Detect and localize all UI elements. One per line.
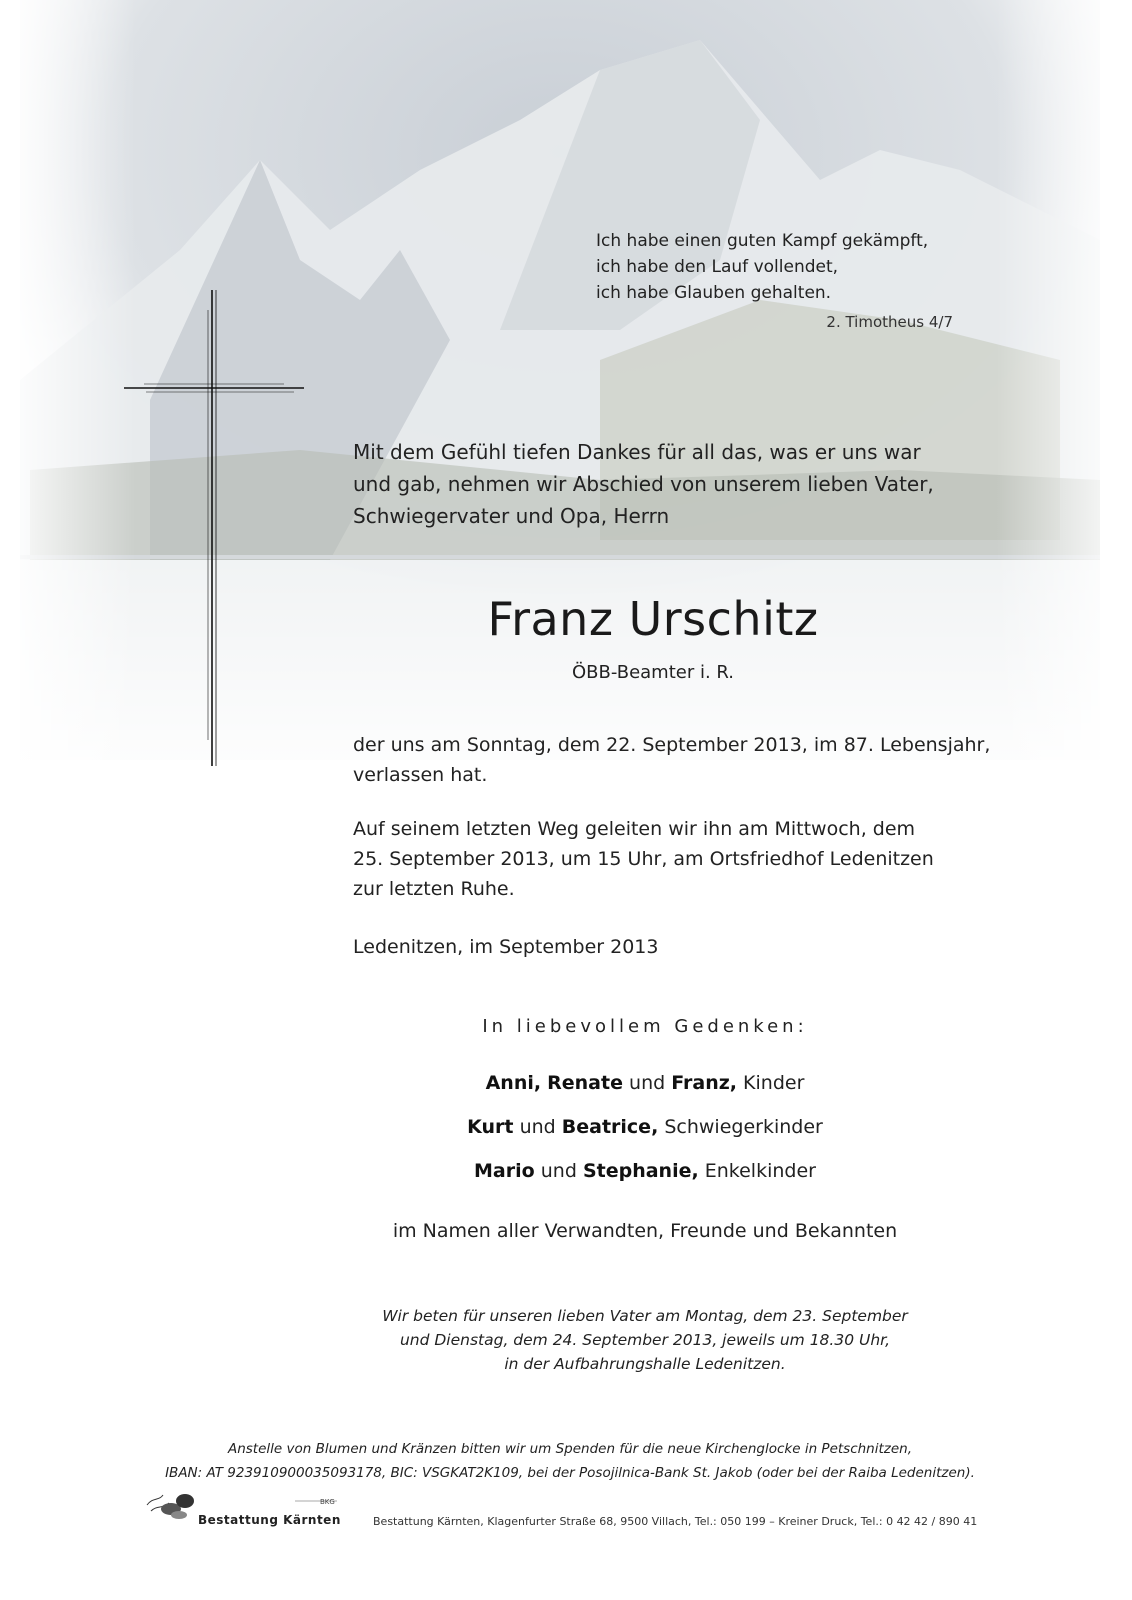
donation-line: Anstelle von Blumen und Kränzen bitten wir um Spenden für die neue Kirchenglocke in Petschnitzen, — [227, 1441, 913, 1457]
family-name: Stephanie, — [582, 1160, 699, 1182]
prayer-info — [300, 1304, 990, 1376]
logo-abbreviation: BKG — [320, 1498, 335, 1506]
death-line: verlassen hat. — [353, 764, 488, 786]
funeral-line: Auf seinem letzten Weg geleiten wir ihn am Mittwoch, dem — [353, 818, 916, 840]
conjunction: und — [540, 1160, 577, 1182]
conjunction: und — [629, 1072, 666, 1094]
verse-line: Ich habe einen guten Kampf gekämpft, — [596, 231, 929, 251]
family-name: Beatrice, — [561, 1116, 659, 1138]
prayer-line: Wir beten für unseren lieben Vater am Montag, dem 23. September — [382, 1307, 908, 1325]
family-role: Kinder — [743, 1072, 805, 1094]
deceased-name: Franz Urschitz — [487, 592, 819, 646]
prayer-line: in der Aufbahrungshalle Ledenitzen. — [504, 1355, 786, 1373]
prayer-line: und Dienstag, dem 24. September 2013, jeweils um 18.30 Uhr, — [399, 1331, 891, 1349]
conjunction: und — [519, 1116, 556, 1138]
cross-icon — [124, 290, 314, 780]
intro-line: Mit dem Gefühl tiefen Dankes für all das, was er uns war — [353, 440, 921, 464]
family-role: Enkelkinder — [704, 1160, 816, 1182]
death-line: der uns am Sonntag, dem 22. September 2013, im 87. Lebensjahr, — [353, 734, 991, 756]
family-name: Franz, — [671, 1072, 737, 1094]
death-notice — [353, 730, 991, 790]
family-name: Anni, — [485, 1072, 542, 1094]
family-name: Kurt — [467, 1116, 514, 1138]
family-row-in-laws — [300, 1116, 990, 1138]
donation-line: IBAN: AT 923910900035093178, BIC: VSGKAT2K109, bei der Posojilnica-Bank St. Jakob (oder bei der Raiba Ledenitzen). — [165, 1465, 975, 1481]
funeral-info — [353, 814, 973, 904]
family-row-grandchildren — [300, 1160, 990, 1182]
bible-verse — [596, 228, 996, 306]
deceased-occupation: ÖBB-Beamter i. R. — [572, 662, 734, 683]
donation-info — [140, 1437, 1000, 1485]
intro-line: und gab, nehmen wir Abschied von unserem lieben Vater, — [353, 472, 934, 496]
family-role: Schwiegerkinder — [664, 1116, 823, 1138]
footer-contact: Bestattung Kärnten, Klagenfurter Straße 68, 9500 Villach, Tel.: 050 199 – Kreiner Druck, Tel.: 0 42 42 / 890 41 — [373, 1515, 978, 1528]
family-name: Renate — [547, 1072, 623, 1094]
family-name: Mario — [474, 1160, 535, 1182]
funeral-line: zur letzten Ruhe. — [353, 878, 515, 900]
family-row-children — [300, 1072, 990, 1094]
verse-reference: 2. Timotheus 4/7 — [826, 313, 953, 331]
intro-line: Schwiegervater und Opa, Herrn — [353, 504, 670, 528]
intro-text — [353, 436, 973, 532]
verse-line: ich habe den Lauf vollendet, — [596, 257, 839, 277]
relatives-line: im Namen aller Verwandten, Freunde und Bekannten — [392, 1220, 898, 1242]
place-date: Ledenitzen, im September 2013 — [353, 936, 659, 958]
logo-name: Bestattung Kärnten — [198, 1513, 341, 1527]
funeral-line: 25. September 2013, um 15 Uhr, am Ortsfriedhof Ledenitzen — [353, 848, 934, 870]
memory-heading: In liebevollem Gedenken: — [482, 1016, 808, 1037]
verse-line: ich habe Glauben gehalten. — [596, 283, 832, 303]
